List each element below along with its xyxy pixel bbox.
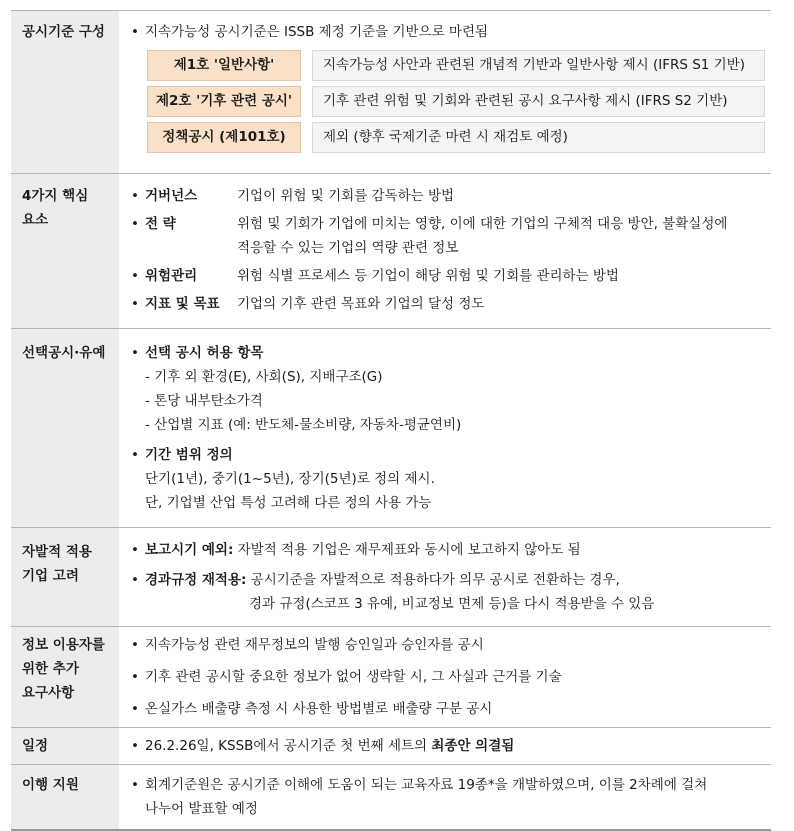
row-implementation-support <box>11 765 771 831</box>
standard-name: 제1호 '일반사항' <box>147 50 301 81</box>
row-header: 이행 지원 <box>11 765 119 829</box>
bullet-line: • 지속가능성 관련 재무정보의 발행 승인일과 승인자를 공시 <box>131 633 771 657</box>
row-body <box>119 174 771 328</box>
row-header: 4가지 핵심 요소 <box>11 174 119 328</box>
row-body <box>119 11 771 173</box>
bullet: • <box>131 542 139 558</box>
bullet: • <box>131 738 139 754</box>
standard-desc: 제외 (향후 국제기준 마련 시 재검토 예정) <box>312 122 765 153</box>
standard-desc: 기후 관련 위험 및 기회와 관련된 공시 요구사항 제시 (IFRS S2 기반) <box>312 86 765 117</box>
bullet: • <box>131 637 139 653</box>
row-standard-structure <box>11 11 771 174</box>
element-term: 위험관리 <box>145 268 198 284</box>
standard-name: 제2호 '기후 관련 공시' <box>147 86 301 117</box>
sub-item: 단기(1년), 중기(1~5년), 장기(5년)로 정의 제시. <box>145 471 435 487</box>
sub-item: 단, 기업별 산업 특성 고려해 다른 정의 사용 가능 <box>145 495 432 511</box>
element-term: 지표 및 목표 <box>145 296 220 312</box>
summary-table <box>11 10 771 831</box>
standard-name: 정책공시 (제101호) <box>147 122 301 153</box>
bullet-line: • 26.2.26일, KSSB에서 공시기준 첫 번째 세트의 최종안 의결됨 <box>131 734 771 758</box>
row-core-elements <box>11 174 771 329</box>
standard-row <box>147 50 771 81</box>
standard-row <box>147 86 771 117</box>
bullet: • <box>131 447 139 463</box>
bullet-line: • 경과규정 재적용: 공시기준을 자발적으로 적용하다가 의무 공시로 전환하는 경우, <box>131 568 771 592</box>
row-header: 자발적 적용 기업 고려 <box>11 528 119 626</box>
sub-item: - 산업별 지표 (예: 반도체-물소비량, 자동차-평균연비) <box>145 417 462 433</box>
bullet: • <box>131 296 139 312</box>
row-header: 정보 이용자를 위한 추가 요구사항 <box>11 627 119 727</box>
bullet-line: • 거버넌스 기업이 위험 및 기회를 감독하는 방법 <box>131 184 771 208</box>
bullet: • <box>131 24 139 40</box>
bullet: • <box>131 268 139 284</box>
bullet-line: • 회계기준원은 공시기준 이해에 도움이 되는 교육자료 19종*을 개발하였으며, 이를 2차례에 걸쳐 나누어 발표할 예정 <box>131 773 771 821</box>
standard-row <box>147 122 771 153</box>
row-header: 선택공시·유예 <box>11 329 119 527</box>
row-body <box>119 627 771 727</box>
bullet-line: • 온실가스 배출량 측정 시 사용한 방법별로 배출량 구분 공시 <box>131 697 771 721</box>
bullet: • <box>131 188 139 204</box>
row-voluntary-adopters <box>11 528 771 627</box>
row-user-requirements <box>11 627 771 728</box>
row-body: • 보고시기 예외: 자발적 적용 기업은 재무제표와 동시에 보고하지 않아도 됨 • 경과규정 재적용: 공시기준을 자발적으로 적용하다가 의무 공시로 전환하는 경우, 경과 규정(스코프 3 유예, 비교정보 면제 등)을 다시 적용받을 수 있음 <box>119 528 771 626</box>
bullet: • <box>131 345 139 361</box>
row-optional-deferral <box>11 329 771 528</box>
bullet: • <box>131 777 139 793</box>
sub-item: - 톤당 내부탄소가격 <box>145 393 263 409</box>
row-header: 일정 <box>11 728 119 764</box>
bullet-line: • 위험관리 위험 식별 프로세스 등 기업이 해당 위험 및 기회를 관리하는 방법 <box>131 264 771 288</box>
element-term: 전 략 <box>145 216 176 232</box>
bullet: • <box>131 669 139 685</box>
bullet: • <box>131 216 139 232</box>
bullet-line: • 전 략 위험 및 기회가 기업에 미치는 영향, 이에 대한 기업의 구체적 대응 방안, 불확실성에 적응할 수 있는 기업의 역량 관련 정보 <box>131 212 771 260</box>
bullet-line: • 기후 관련 공시할 중요한 정보가 없어 생략할 시, 그 사실과 근거를 기술 <box>131 665 771 689</box>
bullet: • <box>131 572 139 588</box>
row-body <box>119 728 771 764</box>
bullet-line: • 지속가능성 공시기준은 ISSB 제정 기준을 기반으로 마련됨 <box>131 20 771 44</box>
row-body <box>119 765 771 829</box>
bullet-line: • 기간 범위 정의 <box>131 443 771 467</box>
row-body <box>119 329 771 527</box>
bullet-line: • 선택 공시 허용 항목 <box>131 341 771 365</box>
sub-item: - 기후 외 환경(E), 사회(S), 지배구조(G) <box>145 369 383 385</box>
standard-desc: 지속가능성 사안과 관련된 개념적 기반과 일반사항 제시 (IFRS S1 기반) <box>312 50 765 81</box>
bullet: • <box>131 701 139 717</box>
element-term: 거버넌스 <box>145 188 198 204</box>
row-header: 공시기준 구성 <box>11 11 119 173</box>
bullet-line: • 지표 및 목표 기업의 기후 관련 목표와 기업의 달성 정도 <box>131 292 771 316</box>
bullet-line: • 보고시기 예외: 자발적 적용 기업은 재무제표와 동시에 보고하지 않아도 됨 <box>131 538 771 562</box>
row-schedule <box>11 728 771 765</box>
